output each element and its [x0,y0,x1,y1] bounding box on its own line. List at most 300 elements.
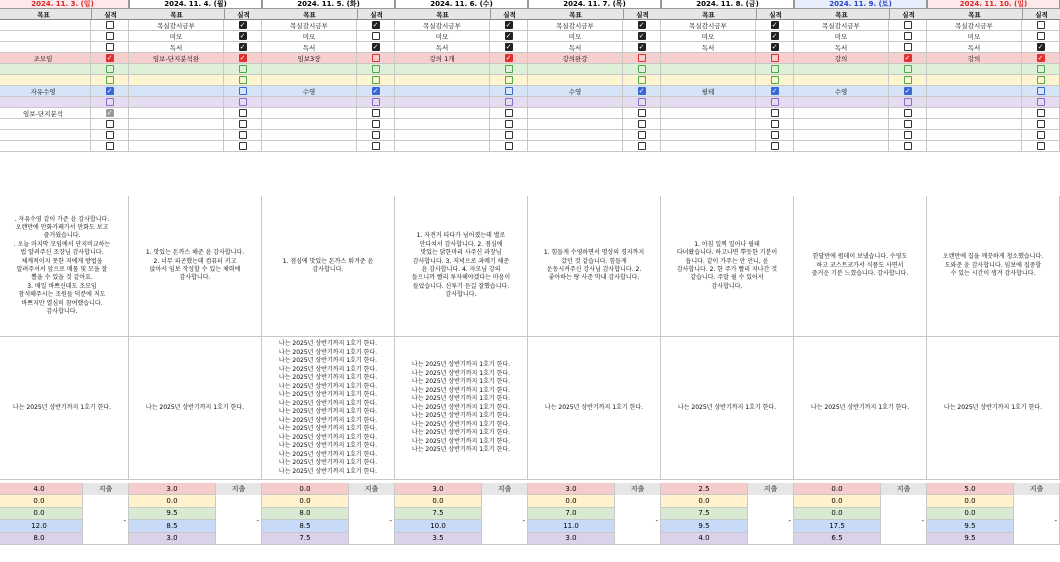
goal-cell[interactable] [661,75,756,86]
unchecked-checkbox[interactable] [638,120,646,128]
goal-cell[interactable] [528,64,623,75]
goal-cell[interactable]: 수영 [528,86,623,97]
goal-cell[interactable] [129,64,224,75]
goal-cell[interactable] [927,119,1022,130]
unchecked-checkbox[interactable] [239,131,247,139]
goal-cell[interactable] [129,141,224,152]
goal-cell[interactable] [395,97,490,108]
daily-resolution[interactable]: 나는 2025년 상반기까지 1호기 한다. [927,337,1060,480]
unchecked-checkbox[interactable] [904,32,912,40]
goal-cell[interactable]: 조모임 [0,53,91,64]
time-stat-cell[interactable]: 9.5 [927,533,1013,545]
unchecked-checkbox[interactable] [904,98,912,106]
done-cell [889,53,927,64]
unchecked-checkbox[interactable] [372,131,380,139]
done-cell [224,86,262,97]
daily-review[interactable]: 1. 점심에 맛있는 돈까스 튀겨준 윤 감사합니다. [262,196,395,337]
goal-cell[interactable] [129,86,224,97]
unchecked-checkbox[interactable] [505,131,513,139]
goal-cell[interactable] [794,119,889,130]
goal-cell[interactable] [0,42,91,53]
time-stat-cell[interactable]: 0.0 [0,495,82,507]
expense-cell[interactable] [880,483,927,545]
checked-checkbox[interactable]: ✓ [106,86,113,95]
goal-column-header: 목표 [129,9,224,20]
goal-cell[interactable] [129,97,224,108]
done-column-header: 실적 [889,9,927,20]
done-cell [1022,20,1060,31]
goal-cell[interactable] [661,130,756,141]
time-stat-cell[interactable]: 8.5 [262,520,348,532]
unchecked-checkbox[interactable] [638,109,646,117]
goal-cell[interactable] [262,130,357,141]
done-cell [756,130,794,141]
goal-cell[interactable] [129,119,224,130]
day-header[interactable]: 2024. 11. 6. (수) [395,0,528,9]
daily-review[interactable]: 1. 힘들게 수영하면서 명상의 경지까지 갔던 것 같습니다. 힘들게 운동시켜주신 강사님 감사합니다. 2. 좋아하는 탕 사준 막내 감사합니다. [528,196,661,337]
goal-cell[interactable] [794,97,889,108]
unchecked-checkbox[interactable] [372,54,380,62]
unchecked-checkbox[interactable] [372,98,380,106]
done-cell [756,97,794,108]
time-stat-cell[interactable]: 2.5 [661,483,747,495]
unchecked-checkbox[interactable] [904,109,912,117]
time-stat-cell[interactable]: 10.0 [395,520,481,532]
goal-cell[interactable]: 강의완강 [528,53,623,64]
unchecked-checkbox[interactable] [505,109,513,117]
time-stat-cell[interactable]: 0.0 [794,483,880,495]
time-stat-cell[interactable]: 9.5 [661,520,747,532]
goal-cell[interactable]: 수영 [794,86,889,97]
goal-cell[interactable] [395,119,490,130]
goal-cell[interactable] [0,119,91,130]
goal-cell[interactable] [262,64,357,75]
goal-cell[interactable] [528,119,623,130]
time-stat-cell[interactable]: 0.0 [794,495,880,507]
goal-cell[interactable] [395,108,490,119]
goal-cell[interactable] [395,75,490,86]
done-cell [224,97,262,108]
goal-cell[interactable] [661,64,756,75]
done-cell [357,130,395,141]
time-stat-cell[interactable]: 9.5 [927,520,1013,532]
daily-review[interactable]: 1. 자전거 타다가 넘어졌는데 별로 안다쳐서 감사합니다. 2. 점심에 맛있는 닭한마리 사주신 과장님 감사합니다. 3. 저녁으로 과메기 해준 윤 감사합니다. 4. 자모님 강의 들으니까 빨리 투자해야겠다는 마음이 들었습니다. 신투기 듣길 잘했습니다. 감사합니다. [395,196,528,337]
time-stat-cell[interactable]: 0.0 [661,495,747,507]
daily-resolution[interactable]: 나는 2025년 상반기까지 1호기 한다. [129,337,262,480]
goal-cell[interactable]: 미모 [794,31,889,42]
unchecked-checkbox[interactable] [904,142,912,150]
goal-cell[interactable] [927,141,1022,152]
time-stat-cell[interactable]: 4.0 [661,533,747,545]
unchecked-checkbox[interactable] [106,142,114,150]
checked-checkbox[interactable]: ✓ [372,86,379,95]
unchecked-checkbox[interactable] [638,76,646,84]
checked-checkbox[interactable]: ✓ [106,108,113,117]
checked-checkbox[interactable]: ✓ [239,31,246,40]
expense-label: 지출 [748,483,793,495]
unchecked-checkbox[interactable] [239,120,247,128]
time-stat-cell[interactable]: 3.0 [129,483,215,495]
goal-cell[interactable] [794,108,889,119]
goal-cell[interactable] [794,141,889,152]
time-stat-cell[interactable]: 17.5 [794,520,880,532]
daily-resolution[interactable]: 나는 2025년 상반기까지 1호기 한다. [0,337,129,480]
daily-review[interactable]: . 자유수영 같이 가준 윤 감사합니다. 오랜만에 만화카페가서 만화도 보고 즐거웠습니다. . 오늘 마지막 모임에서 단지비교하는 법 알려주신 조장님 감사합니다. 체계적이지 못한 저에게 방법을 알려주셔서 앞으로 매물 및 모을 잘 뽑을 수 있을 것 같아요. 3. 매일 바쁘신데도 조모임 참석해주시는 조원들 덕분에 저도 바쁘지만 열심히 참여했습니다. 감사합니다. [0,196,129,337]
goal-cell[interactable]: 목실감시금부 [927,20,1022,31]
unchecked-checkbox[interactable] [638,142,646,150]
time-stat-cell[interactable]: 8.0 [0,533,82,545]
goal-cell[interactable]: 독서 [661,42,756,53]
done-cell [91,31,129,42]
day-header[interactable]: 2024. 11. 7. (목) [528,0,661,9]
time-stat-cell[interactable]: 0.0 [0,508,82,520]
goal-cell[interactable] [528,97,623,108]
time-stat-cell[interactable]: 7.5 [262,533,348,545]
goal-cell[interactable] [395,86,490,97]
unchecked-checkbox[interactable] [239,65,247,73]
done-cell [91,141,129,152]
goal-cell[interactable] [0,141,91,152]
goal-cell[interactable]: 목실감시금부 [794,20,889,31]
time-stat-cell[interactable]: 7.5 [661,508,747,520]
unchecked-checkbox[interactable] [505,87,513,95]
done-cell [623,31,661,42]
time-stat-cell[interactable]: 11.0 [528,520,614,532]
done-cell [756,31,794,42]
daily-review[interactable]: 1. 아침 일찍 일어나 필테 다녀왔습니다. 하고나면 뿌듯한 기분이 듭니다. 같이 가주는 안 언니, 윤 감사합니다. 2. 한 주가 빨리 지나간 것 같습니다. 주말 쉴 수 있어서 감사합니다. [661,196,794,337]
checked-checkbox[interactable]: ✓ [372,20,379,29]
time-stat-cell[interactable]: 0.0 [129,495,215,507]
goal-cell[interactable] [0,20,91,31]
time-stat-cell[interactable]: 7.0 [528,508,614,520]
checked-checkbox[interactable]: ✓ [505,53,512,62]
daily-resolution[interactable]: 나는 2025년 상반기까지 1호기 한다. [528,337,661,480]
unchecked-checkbox[interactable] [1037,21,1045,29]
unchecked-checkbox[interactable] [904,21,912,29]
unchecked-checkbox[interactable] [106,120,114,128]
done-cell [91,86,129,97]
done-cell [357,86,395,97]
expense-cell[interactable] [348,483,395,545]
goal-cell[interactable] [927,108,1022,119]
goal-cell[interactable]: 독서 [528,42,623,53]
goal-cell[interactable]: 미모 [528,31,623,42]
unchecked-checkbox[interactable] [638,98,646,106]
time-stat-cell[interactable]: 12.0 [0,520,82,532]
unchecked-checkbox[interactable] [771,120,779,128]
unchecked-checkbox[interactable] [1037,98,1045,106]
time-stat-cell[interactable]: 3.0 [528,533,614,545]
goal-cell[interactable] [0,97,91,108]
expense-label: 지출 [349,483,394,495]
checked-checkbox[interactable]: ✓ [638,42,645,51]
done-cell [224,130,262,141]
time-stat-cell[interactable]: 0.0 [262,495,348,507]
unchecked-checkbox[interactable] [1037,32,1045,40]
unchecked-checkbox[interactable] [505,76,513,84]
unchecked-checkbox[interactable] [904,76,912,84]
done-cell [1022,108,1060,119]
goal-cell[interactable] [661,97,756,108]
done-cell [490,86,528,97]
done-cell [490,31,528,42]
goal-cell[interactable]: 목실감시금부 [528,20,623,31]
day-header[interactable]: 2024. 11. 3. (일) [0,0,129,9]
time-stat-cell[interactable]: 3.0 [395,483,481,495]
goal-cell[interactable] [794,64,889,75]
unchecked-checkbox[interactable] [505,120,513,128]
unchecked-checkbox[interactable] [904,120,912,128]
done-cell [224,64,262,75]
checked-checkbox[interactable]: ✓ [239,53,246,62]
done-cell [756,108,794,119]
unchecked-checkbox[interactable] [372,109,380,117]
time-stat-cell[interactable]: 9.5 [129,508,215,520]
checked-checkbox[interactable]: ✓ [771,31,778,40]
unchecked-checkbox[interactable] [771,65,779,73]
goal-cell[interactable] [395,130,490,141]
checked-checkbox[interactable]: ✓ [106,53,113,62]
done-cell [224,119,262,130]
goal-cell[interactable] [794,130,889,141]
goal-cell[interactable] [927,64,1022,75]
goal-cell[interactable]: 목실감시금부 [661,20,756,31]
goal-cell[interactable] [262,97,357,108]
goal-cell[interactable] [0,31,91,42]
unchecked-checkbox[interactable] [372,76,380,84]
daily-resolution[interactable]: 나는 2025년 상반기까지 1호기 한다. [661,337,794,480]
goal-cell[interactable] [262,141,357,152]
goal-cell[interactable]: 자유수영 [0,86,91,97]
goal-cell[interactable]: 임보-단지분석완 [129,53,224,64]
goal-cell[interactable]: 미모 [129,31,224,42]
goal-cell[interactable]: 독서 [927,42,1022,53]
goal-cell[interactable] [395,64,490,75]
done-cell [490,75,528,86]
unchecked-checkbox[interactable] [106,131,114,139]
checked-checkbox[interactable]: ✓ [638,86,645,95]
goal-cell[interactable]: 목실감시금부 [262,20,357,31]
goal-cell[interactable] [528,75,623,86]
time-stat-cell[interactable]: 0.0 [794,508,880,520]
checked-checkbox[interactable]: ✓ [1037,42,1044,51]
checked-checkbox[interactable]: ✓ [372,42,379,51]
goal-cell[interactable]: 필테 [661,86,756,97]
unchecked-checkbox[interactable] [1037,87,1045,95]
unchecked-checkbox[interactable] [106,32,114,40]
unchecked-checkbox[interactable] [239,87,247,95]
goal-cell[interactable] [528,108,623,119]
unchecked-checkbox[interactable] [1037,142,1045,150]
checked-checkbox[interactable]: ✓ [904,86,911,95]
unchecked-checkbox[interactable] [239,98,247,106]
expense-value: - [655,517,658,525]
goal-cell[interactable] [129,130,224,141]
goal-cell[interactable]: 강의 1개 [395,53,490,64]
daily-resolution[interactable]: 나는 2025년 상반기까지 1호기 한다. 나는 2025년 상반기까지 1호기 한다. 나는 2025년 상반기까지 1호기 한다. 나는 2025년 상반기까지 1호기 한다. 나는 2025년 상반기까지 1호기 한다. 나는 2025년 상반기까지 1호기 한다. 나는 2025년 상반기까지 1호기 한다. 나는 2025년 상반기까지 1호기 한다. 나는 2025년 상반기까지 1호기 한다. 나는 2025년 상반기까지 1호기 한다. 나는 2025년 상반기까지 1호기 한다. 나는 2025년 상반기까지 1호기 한다. 나는 2025년 상반기까지 1호기 한다. 나는 2025년 상반기까지 1호기 한다. 나는 2025년 상반기까지 1호기 한다. 나는 2025년 상반기까지 1호기 한다. [262,337,395,480]
time-stat-cell[interactable]: 4.0 [0,483,82,495]
goal-cell[interactable] [0,64,91,75]
goal-cell[interactable] [0,75,91,86]
done-cell [1022,31,1060,42]
goal-cell[interactable]: 미모 [661,31,756,42]
done-cell [623,141,661,152]
unchecked-checkbox[interactable] [505,142,513,150]
goal-cell[interactable] [395,141,490,152]
checked-checkbox[interactable]: ✓ [239,20,246,29]
time-stat-cell[interactable]: 3.0 [129,533,215,545]
goal-cell[interactable]: 강의 [794,53,889,64]
unchecked-checkbox[interactable] [239,109,247,117]
unchecked-checkbox[interactable] [1037,120,1045,128]
goal-cell[interactable] [528,141,623,152]
unchecked-checkbox[interactable] [1037,65,1045,73]
day-header[interactable]: 2024. 11. 9. (토) [794,0,927,9]
unchecked-checkbox[interactable] [106,65,114,73]
goal-cell[interactable]: 독서 [395,42,490,53]
unchecked-checkbox[interactable] [106,43,114,51]
checked-checkbox[interactable]: ✓ [904,53,911,62]
done-cell [889,31,927,42]
checked-checkbox[interactable]: ✓ [771,86,778,95]
checked-checkbox[interactable]: ✓ [771,20,778,29]
time-stat-cell[interactable]: 8.5 [129,520,215,532]
unchecked-checkbox[interactable] [372,32,380,40]
unchecked-checkbox[interactable] [1037,109,1045,117]
unchecked-checkbox[interactable] [239,142,247,150]
unchecked-checkbox[interactable] [372,65,380,73]
unchecked-checkbox[interactable] [239,76,247,84]
unchecked-checkbox[interactable] [1037,131,1045,139]
unchecked-checkbox[interactable] [904,65,912,73]
day-header[interactable]: 2024. 11. 4. (월) [129,0,262,9]
unchecked-checkbox[interactable] [771,109,779,117]
unchecked-checkbox[interactable] [771,54,779,62]
goal-cell[interactable] [0,130,91,141]
done-cell [357,31,395,42]
goal-cell[interactable] [927,86,1022,97]
time-stat-cell[interactable]: 0.0 [927,508,1013,520]
goal-cell[interactable]: 목실감시금부 [395,20,490,31]
goal-cell[interactable]: 독서 [794,42,889,53]
goal-cell[interactable] [927,75,1022,86]
goal-cell[interactable]: 수영 [262,86,357,97]
unchecked-checkbox[interactable] [106,21,114,29]
expense-value: - [522,517,525,525]
time-stat-cell[interactable]: 0.0 [262,483,348,495]
checked-checkbox[interactable]: ✓ [505,20,512,29]
goal-cell[interactable] [794,75,889,86]
daily-review[interactable]: 1. 맛있는 돈까스 해준 윤 감사합니다. 2. 너무 피곤했는데 컴퓨터 키고 앉아서 임보 작성할 수 있는 체력에 감사합니다. [129,196,262,337]
day-header[interactable]: 2024. 11. 10. (일) [927,0,1060,9]
goal-cell[interactable]: 목실감시금부 [129,20,224,31]
checked-checkbox[interactable]: ✓ [1037,53,1044,62]
time-stat-cell[interactable]: 3.0 [528,483,614,495]
checked-checkbox[interactable]: ✓ [505,31,512,40]
expense-cell[interactable] [481,483,528,545]
goal-cell[interactable] [262,75,357,86]
goal-cell[interactable] [129,75,224,86]
unchecked-checkbox[interactable] [372,142,380,150]
unchecked-checkbox[interactable] [638,65,646,73]
done-column-header: 실적 [1022,9,1060,20]
goal-cell[interactable]: 독서 [129,42,224,53]
goal-cell[interactable] [661,53,756,64]
goal-cell[interactable] [262,119,357,130]
goal-cell[interactable] [129,108,224,119]
time-stat-cell[interactable]: 0.0 [528,495,614,507]
day-header[interactable]: 2024. 11. 5. (화) [262,0,395,9]
goal-cell[interactable] [927,97,1022,108]
goal-cell[interactable] [661,108,756,119]
expense-cell[interactable] [1013,483,1060,545]
unchecked-checkbox[interactable] [505,65,513,73]
time-stat-cell[interactable]: 6.5 [794,533,880,545]
unchecked-checkbox[interactable] [771,76,779,84]
goal-cell[interactable]: 강의 [927,53,1022,64]
unchecked-checkbox[interactable] [771,142,779,150]
daily-review[interactable]: 오랜만에 집을 깨끗하게 청소했습니다. 도와준 윤 감사합니다. 임보에 집중할 수 있는 시간이 생겨 감사합니다. [927,196,1060,337]
unchecked-checkbox[interactable] [505,98,513,106]
time-stat-cell[interactable]: 0.0 [395,495,481,507]
expense-value: - [123,517,126,525]
time-stat-cell[interactable]: 3.5 [395,533,481,545]
goal-cell[interactable] [262,108,357,119]
unchecked-checkbox[interactable] [904,43,912,51]
time-stat-cell[interactable]: 0.0 [927,495,1013,507]
checked-checkbox[interactable]: ✓ [239,42,246,51]
time-stat-cell[interactable]: 5.0 [927,483,1013,495]
goal-cell[interactable]: 미모 [262,31,357,42]
unchecked-checkbox[interactable] [1037,76,1045,84]
unchecked-checkbox[interactable] [638,131,646,139]
goal-cell[interactable]: 미모 [927,31,1022,42]
done-column-header: 실적 [756,9,794,20]
time-stat-cell[interactable]: 8.0 [262,508,348,520]
time-stat-cell[interactable]: 7.5 [395,508,481,520]
goal-cell[interactable] [528,130,623,141]
goal-cell[interactable] [661,119,756,130]
done-cell [756,75,794,86]
checked-checkbox[interactable]: ✓ [638,31,645,40]
expense-cell[interactable] [614,483,661,545]
goal-cell[interactable] [927,130,1022,141]
expense-cell[interactable] [215,483,262,545]
goal-cell[interactable] [661,141,756,152]
daily-resolution[interactable]: 나는 2025년 상반기까지 1호기 한다. 나는 2025년 상반기까지 1호기 한다. 나는 2025년 상반기까지 1호기 한다. 나는 2025년 상반기까지 1호기 한다. 나는 2025년 상반기까지 1호기 한다. 나는 2025년 상반기까지 1호기 한다. 나는 2025년 상반기까지 1호기 한다. 나는 2025년 상반기까지 1호기 한다. 나는 2025년 상반기까지 1호기 한다. 나는 2025년 상반기까지 1호기 한다. 나는 2025년 상반기까지 1호기 한다. [395,337,528,480]
unchecked-checkbox[interactable] [904,131,912,139]
unchecked-checkbox[interactable] [106,76,114,84]
checked-checkbox[interactable]: ✓ [638,20,645,29]
unchecked-checkbox[interactable] [771,131,779,139]
daily-resolution[interactable]: 나는 2025년 상반기까지 1호기 한다. [794,337,927,480]
checked-checkbox[interactable]: ✓ [505,42,512,51]
goal-cell[interactable]: 독서 [262,42,357,53]
unchecked-checkbox[interactable] [771,98,779,106]
expense-cell[interactable] [82,483,129,545]
day-header[interactable]: 2024. 11. 8. (금) [661,0,794,9]
expense-cell[interactable] [747,483,794,545]
unchecked-checkbox[interactable] [372,120,380,128]
goal-cell[interactable]: 임보-단지분석 [0,108,91,119]
unchecked-checkbox[interactable] [106,98,114,106]
unchecked-checkbox[interactable] [638,54,646,62]
goal-cell[interactable]: 임보3장 [262,53,357,64]
checked-checkbox[interactable]: ✓ [771,42,778,51]
done-cell [91,20,129,31]
daily-review[interactable]: 한달만에 펌데이 보냈습니다. 수영도 하고 코스트코가서 식품도 사면서 즐거운 기분 느꼈습니다. 감사합니다. [794,196,927,337]
goal-cell[interactable]: 미모 [395,31,490,42]
